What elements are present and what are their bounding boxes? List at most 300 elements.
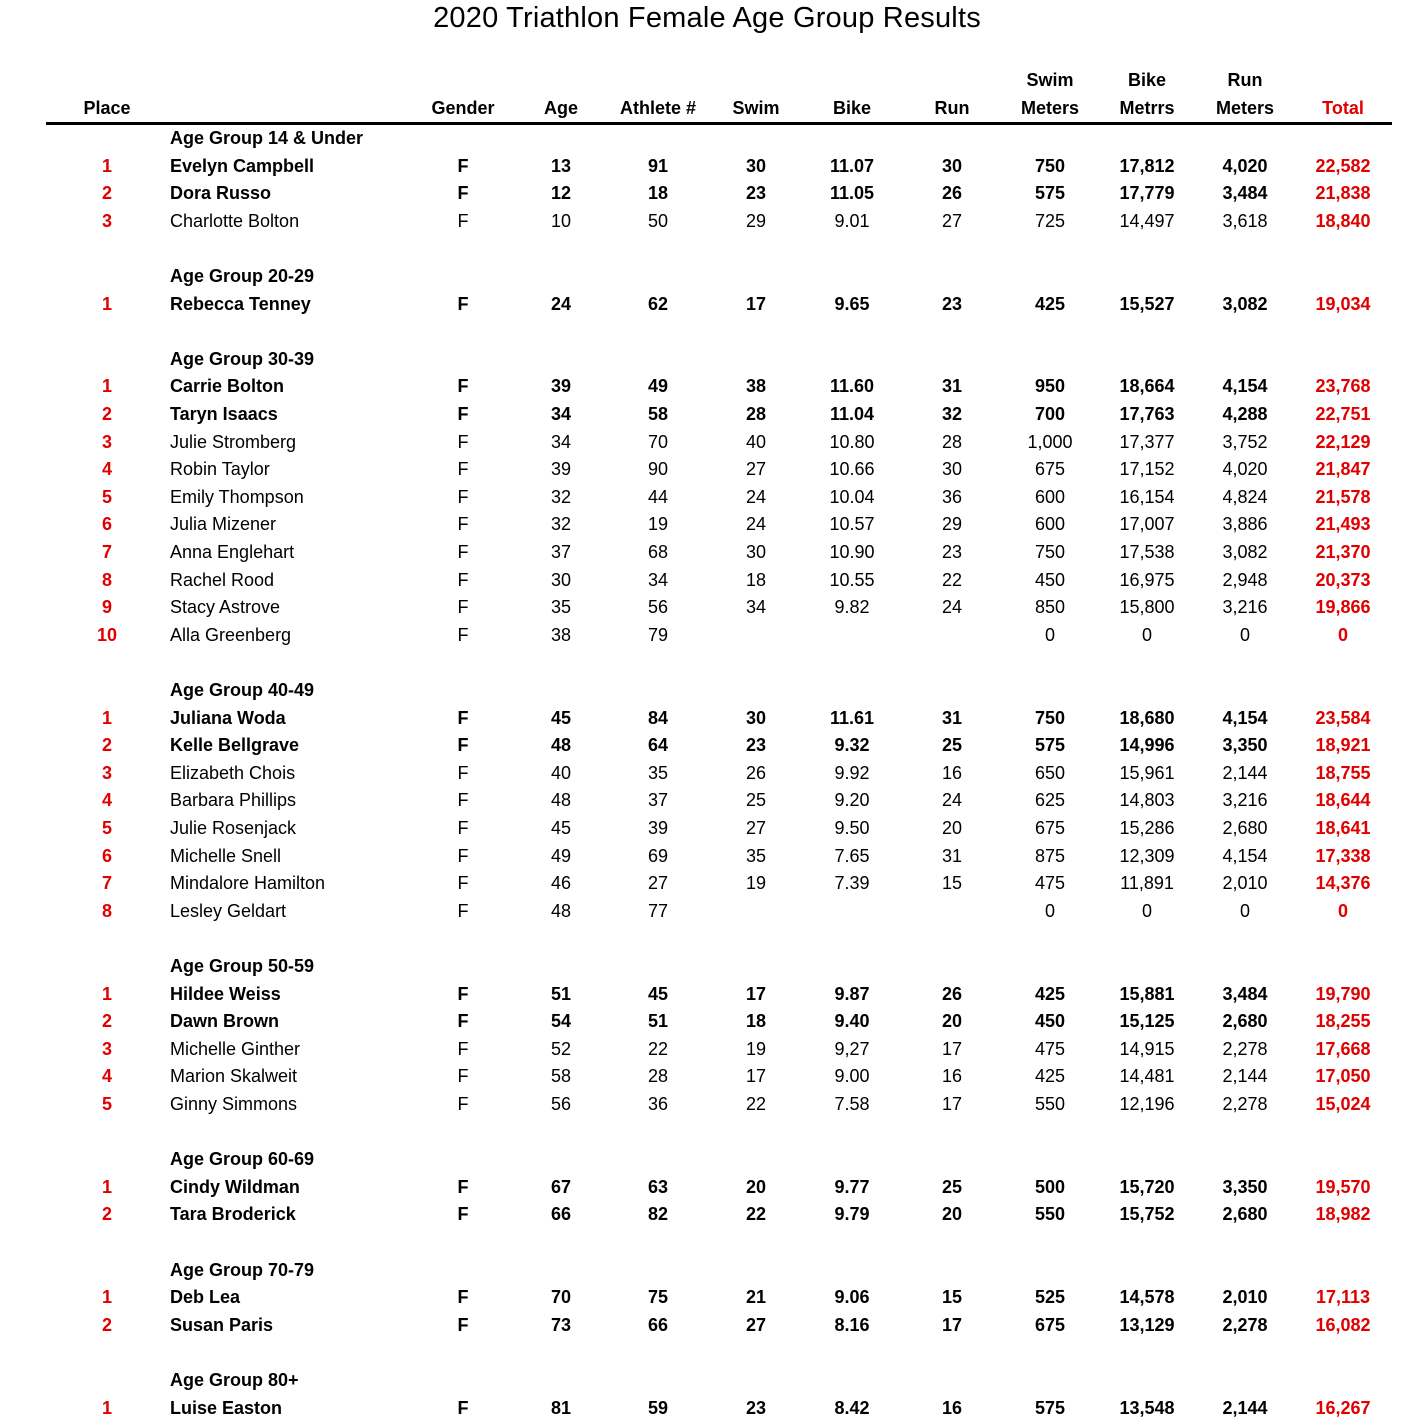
cell-athlete: 90 — [647, 459, 669, 479]
cell-athlete: 63 — [647, 1177, 669, 1197]
cell-athlete: 37 — [647, 790, 669, 810]
cell-place: 3 — [101, 432, 113, 452]
cell-bike-m: 15,800 — [1119, 597, 1175, 617]
cell-run-m: 3,082 — [1222, 294, 1268, 314]
cell-place: 2 — [101, 183, 113, 203]
cell-athlete: 18 — [647, 183, 669, 203]
table-row — [0, 869, 1414, 897]
cell-swim-m: 425 — [1034, 294, 1066, 314]
cell-bike: 8.16 — [834, 1315, 870, 1335]
cell-gender: F — [457, 1204, 469, 1224]
cell-bike-m: 14,803 — [1119, 790, 1175, 810]
table-row — [0, 483, 1414, 511]
cell-gender: F — [457, 1094, 469, 1114]
cell-bike-m: 15,720 — [1119, 1177, 1175, 1197]
cell-total: 22,129 — [1315, 432, 1371, 452]
table-row — [0, 428, 1414, 456]
cell-place: 7 — [101, 873, 113, 893]
cell-bike-m: 16,154 — [1119, 487, 1175, 507]
cell-bike-m: 15,527 — [1119, 294, 1175, 314]
cell-athlete: 45 — [647, 984, 669, 1004]
cell-gender: F — [457, 1039, 469, 1059]
cell-run: 27 — [941, 211, 963, 231]
cell-swim-m: 675 — [1034, 1315, 1066, 1335]
cell-swim: 26 — [745, 763, 767, 783]
cell-swim-m: 550 — [1034, 1204, 1066, 1224]
cell-swim: 35 — [745, 846, 767, 866]
cell-age: 38 — [550, 625, 572, 645]
cell-bike: 7.65 — [834, 846, 870, 866]
cell-bike: 10.57 — [829, 514, 875, 534]
cell-run-m: 3,216 — [1222, 790, 1268, 810]
cell-age: 49 — [550, 846, 572, 866]
cell-swim-m: 550 — [1034, 1094, 1066, 1114]
cell-bike-m: 18,664 — [1119, 376, 1175, 396]
cell-place: 1 — [101, 1177, 113, 1197]
cell-run-m: 4,154 — [1222, 708, 1268, 728]
header-run-m: Meters — [1215, 98, 1275, 118]
group-label: Age Group 40-49 — [170, 680, 315, 700]
cell-gender: F — [457, 790, 469, 810]
cell-bike: 10.90 — [829, 542, 875, 562]
cell-total: 17,338 — [1315, 846, 1371, 866]
athlete-name: Alla Greenberg — [170, 625, 292, 645]
table-row — [0, 897, 1414, 925]
cell-total: 18,982 — [1315, 1204, 1371, 1224]
cell-athlete: 28 — [647, 1066, 669, 1086]
cell-athlete: 77 — [647, 901, 669, 921]
cell-age: 45 — [550, 708, 572, 728]
group-header — [0, 124, 1414, 152]
cell-age: 73 — [550, 1315, 572, 1335]
cell-athlete: 56 — [647, 597, 669, 617]
cell-gender: F — [457, 1177, 469, 1197]
cell-age: 52 — [550, 1039, 572, 1059]
cell-run: 24 — [941, 597, 963, 617]
cell-age: 24 — [550, 294, 572, 314]
athlete-name: Mindalore Hamilton — [170, 873, 326, 893]
cell-swim: 21 — [745, 1287, 767, 1307]
header-run: Run — [934, 98, 970, 118]
athlete-name: Taryn Isaacs — [170, 404, 278, 424]
cell-total: 19,034 — [1315, 294, 1371, 314]
cell-athlete: 75 — [647, 1287, 669, 1307]
table-row — [0, 510, 1414, 538]
cell-run: 16 — [941, 763, 963, 783]
cell-athlete: 44 — [647, 487, 669, 507]
header-place: Place — [83, 98, 131, 118]
cell-run: 15 — [941, 1287, 963, 1307]
cell-run-m: 2,278 — [1222, 1315, 1268, 1335]
cell-swim-m: 0 — [1044, 625, 1056, 645]
table-row — [0, 372, 1414, 400]
cell-place: 8 — [101, 901, 113, 921]
table-row — [0, 1062, 1414, 1090]
cell-swim-m: 650 — [1034, 763, 1066, 783]
header-age: Age — [543, 98, 579, 118]
cell-total: 21,847 — [1315, 459, 1371, 479]
athlete-name: Stacy Astrove — [170, 597, 281, 617]
group-label: Age Group 50-59 — [170, 956, 315, 976]
cell-athlete: 49 — [647, 376, 669, 396]
cell-place: 7 — [101, 542, 113, 562]
group-header — [0, 1145, 1414, 1173]
cell-run: 32 — [941, 404, 963, 424]
cell-run-m: 2,680 — [1222, 818, 1268, 838]
cell-swim-m: 600 — [1034, 514, 1066, 534]
group-label: Age Group 80+ — [170, 1370, 299, 1390]
cell-swim-m: 475 — [1034, 873, 1066, 893]
cell-place: 3 — [101, 763, 113, 783]
cell-place: 5 — [101, 818, 113, 838]
cell-run-m: 4,154 — [1222, 376, 1268, 396]
cell-bike: 9.87 — [834, 984, 870, 1004]
cell-age: 34 — [550, 404, 572, 424]
header-athlete: Athlete # — [619, 98, 697, 118]
cell-bike: 9.65 — [834, 294, 870, 314]
cell-run: 23 — [941, 294, 963, 314]
cell-swim-m: 625 — [1034, 790, 1066, 810]
cell-run: 29 — [941, 514, 963, 534]
cell-bike-m: 15,961 — [1119, 763, 1175, 783]
cell-run: 30 — [941, 459, 963, 479]
cell-bike-m: 15,125 — [1119, 1011, 1175, 1031]
cell-total: 17,113 — [1315, 1287, 1371, 1307]
cell-swim-m: 450 — [1034, 570, 1066, 590]
cell-place: 3 — [101, 211, 113, 231]
cell-run: 28 — [941, 432, 963, 452]
cell-swim: 20 — [745, 1177, 767, 1197]
cell-gender: F — [457, 183, 469, 203]
cell-bike: 9.82 — [834, 597, 870, 617]
cell-run-m: 2,278 — [1222, 1094, 1268, 1114]
cell-place: 6 — [101, 846, 113, 866]
cell-gender: F — [457, 294, 469, 314]
cell-run: 17 — [941, 1315, 963, 1335]
header-swim-m: Swim — [1026, 70, 1074, 90]
athlete-name: Julie Stromberg — [170, 432, 297, 452]
table-row — [0, 842, 1414, 870]
cell-age: 81 — [550, 1398, 572, 1418]
cell-age: 40 — [550, 763, 572, 783]
cell-place: 2 — [101, 404, 113, 424]
athlete-name: Evelyn Campbell — [170, 156, 315, 176]
cell-place: 2 — [101, 1315, 113, 1335]
table-row — [0, 1007, 1414, 1035]
cell-bike: 9.06 — [834, 1287, 870, 1307]
header-gender: Gender — [431, 98, 495, 118]
table-row — [0, 1311, 1414, 1339]
cell-place: 1 — [101, 1398, 113, 1418]
cell-run: 31 — [941, 846, 963, 866]
cell-place: 6 — [101, 514, 113, 534]
cell-age: 39 — [550, 376, 572, 396]
cell-bike: 9.92 — [834, 763, 870, 783]
cell-swim: 17 — [745, 984, 767, 1004]
cell-run-m: 3,350 — [1222, 735, 1268, 755]
cell-bike-m: 17,538 — [1119, 542, 1175, 562]
cell-age: 12 — [550, 183, 572, 203]
cell-bike-m: 15,752 — [1119, 1204, 1175, 1224]
cell-run: 17 — [941, 1094, 963, 1114]
cell-place: 1 — [101, 294, 113, 314]
cell-bike: 11.60 — [829, 376, 875, 396]
cell-bike: 11.07 — [829, 156, 875, 176]
cell-swim-m: 950 — [1034, 376, 1066, 396]
cell-gender: F — [457, 901, 469, 921]
cell-place: 1 — [101, 984, 113, 1004]
cell-place: 4 — [101, 1066, 113, 1086]
athlete-name: Marion Skalweit — [170, 1066, 298, 1086]
cell-swim: 27 — [745, 459, 767, 479]
cell-run-m: 2,278 — [1222, 1039, 1268, 1059]
cell-place: 2 — [101, 1204, 113, 1224]
group-header — [0, 1366, 1414, 1394]
cell-age: 58 — [550, 1066, 572, 1086]
cell-bike-m: 16,975 — [1119, 570, 1175, 590]
cell-swim: 30 — [745, 708, 767, 728]
cell-gender: F — [457, 735, 469, 755]
athlete-name: Cindy Wildman — [170, 1177, 300, 1197]
table-row — [0, 538, 1414, 566]
cell-run-m: 2,144 — [1222, 763, 1268, 783]
cell-bike-m: 13,548 — [1119, 1398, 1175, 1418]
table-row — [0, 704, 1414, 732]
cell-athlete: 91 — [647, 156, 669, 176]
table-row — [0, 731, 1414, 759]
cell-place: 5 — [101, 1094, 113, 1114]
table-row — [0, 1200, 1414, 1228]
cell-run-m: 2,680 — [1222, 1204, 1268, 1224]
athlete-name: Emily Thompson — [170, 487, 304, 507]
cell-swim-m: 425 — [1034, 1066, 1066, 1086]
cell-gender: F — [457, 763, 469, 783]
cell-athlete: 39 — [647, 818, 669, 838]
cell-athlete: 64 — [647, 735, 669, 755]
cell-total: 22,751 — [1315, 404, 1371, 424]
table-row — [0, 290, 1414, 318]
cell-swim: 18 — [745, 570, 767, 590]
cell-athlete: 84 — [647, 708, 669, 728]
cell-age: 35 — [550, 597, 572, 617]
cell-run: 23 — [941, 542, 963, 562]
cell-bike: 10.55 — [829, 570, 875, 590]
cell-bike: 9.20 — [834, 790, 870, 810]
table-row — [0, 1035, 1414, 1063]
cell-bike-m: 12,309 — [1119, 846, 1175, 866]
cell-athlete: 59 — [647, 1398, 669, 1418]
cell-swim: 19 — [745, 1039, 767, 1059]
cell-athlete: 27 — [647, 873, 669, 893]
cell-swim-m: 525 — [1034, 1287, 1066, 1307]
cell-bike: 10.80 — [829, 432, 875, 452]
athlete-name: Luise Easton — [170, 1398, 283, 1418]
cell-run: 16 — [941, 1398, 963, 1418]
cell-gender: F — [457, 708, 469, 728]
group-header — [0, 1256, 1414, 1284]
cell-swim-m: 875 — [1034, 846, 1066, 866]
cell-place: 4 — [101, 790, 113, 810]
cell-total: 22,582 — [1315, 156, 1371, 176]
cell-swim: 25 — [745, 790, 767, 810]
cell-swim-m: 600 — [1034, 487, 1066, 507]
cell-age: 37 — [550, 542, 572, 562]
cell-age: 70 — [550, 1287, 572, 1307]
cell-gender: F — [457, 432, 469, 452]
cell-bike-m: 18,680 — [1119, 708, 1175, 728]
cell-athlete: 22 — [647, 1039, 669, 1059]
cell-swim: 38 — [745, 376, 767, 396]
cell-bike-m: 15,286 — [1119, 818, 1175, 838]
cell-swim: 22 — [745, 1094, 767, 1114]
cell-athlete: 66 — [647, 1315, 669, 1335]
cell-place: 1 — [101, 376, 113, 396]
group-header — [0, 676, 1414, 704]
cell-total: 18,644 — [1315, 790, 1371, 810]
cell-gender: F — [457, 873, 469, 893]
cell-place: 5 — [101, 487, 113, 507]
cell-age: 30 — [550, 570, 572, 590]
athlete-name: Carrie Bolton — [170, 376, 285, 396]
cell-bike-m: 17,152 — [1119, 459, 1175, 479]
athlete-name: Robin Taylor — [170, 459, 270, 479]
cell-age: 10 — [550, 211, 572, 231]
cell-total: 0 — [1337, 901, 1349, 921]
cell-bike-m: 0 — [1141, 625, 1153, 645]
table-row — [0, 814, 1414, 842]
table-row — [0, 1173, 1414, 1201]
cell-bike: 9.00 — [834, 1066, 870, 1086]
cell-gender: F — [457, 1315, 469, 1335]
cell-bike-m: 17,377 — [1119, 432, 1175, 452]
cell-total: 18,641 — [1315, 818, 1371, 838]
cell-swim-m: 700 — [1034, 404, 1066, 424]
cell-gender: F — [457, 404, 469, 424]
table-row — [0, 179, 1414, 207]
cell-swim-m: 675 — [1034, 459, 1066, 479]
cell-swim: 40 — [745, 432, 767, 452]
cell-age: 48 — [550, 901, 572, 921]
header-total: Total — [1322, 98, 1364, 118]
cell-place: 2 — [101, 1011, 113, 1031]
cell-total: 16,082 — [1315, 1315, 1371, 1335]
cell-age: 32 — [550, 487, 572, 507]
cell-bike-m: 11,891 — [1120, 873, 1174, 893]
cell-bike: 9,27 — [834, 1039, 870, 1059]
table-row — [0, 786, 1414, 814]
cell-age: 48 — [550, 790, 572, 810]
cell-total: 21,578 — [1315, 487, 1371, 507]
cell-athlete: 51 — [647, 1011, 669, 1031]
cell-run-m: 2,144 — [1222, 1066, 1268, 1086]
athlete-name: Julie Rosenjack — [170, 818, 297, 838]
cell-bike: 9.32 — [834, 735, 870, 755]
cell-run-m: 2,010 — [1222, 1287, 1268, 1307]
cell-athlete: 34 — [647, 570, 669, 590]
cell-athlete: 35 — [647, 763, 669, 783]
cell-swim-m: 450 — [1034, 1011, 1066, 1031]
cell-total: 16,267 — [1315, 1398, 1371, 1418]
cell-run-m: 2,680 — [1222, 1011, 1268, 1031]
cell-swim: 34 — [745, 597, 767, 617]
cell-run: 31 — [941, 708, 963, 728]
cell-total: 23,768 — [1315, 376, 1371, 396]
cell-bike: 9.50 — [834, 818, 870, 838]
cell-swim-m: 575 — [1034, 183, 1066, 203]
cell-total: 21,838 — [1315, 183, 1371, 203]
cell-gender: F — [457, 1287, 469, 1307]
athlete-name: Deb Lea — [170, 1287, 241, 1307]
cell-run-m: 2,010 — [1222, 873, 1268, 893]
cell-total: 15,024 — [1315, 1094, 1371, 1114]
cell-run-m: 3,484 — [1222, 984, 1268, 1004]
cell-bike-m: 15,881 — [1119, 984, 1175, 1004]
cell-swim: 17 — [745, 1066, 767, 1086]
cell-gender: F — [457, 211, 469, 231]
cell-swim: 23 — [745, 183, 767, 203]
cell-swim: 29 — [745, 211, 767, 231]
cell-gender: F — [457, 597, 469, 617]
cell-place: 1 — [101, 708, 113, 728]
table-row — [0, 207, 1414, 235]
cell-age: 39 — [550, 459, 572, 479]
cell-run-m: 3,618 — [1222, 211, 1268, 231]
cell-bike: 11.61 — [829, 708, 875, 728]
cell-bike-m: 17,763 — [1119, 404, 1175, 424]
cell-total: 14,376 — [1315, 873, 1371, 893]
cell-swim: 30 — [745, 156, 767, 176]
cell-place: 10 — [96, 625, 118, 645]
cell-total: 23,584 — [1315, 708, 1371, 728]
table-row — [0, 400, 1414, 428]
cell-swim-m: 500 — [1034, 1177, 1066, 1197]
page-title: 2020 Triathlon Female Age Group Results — [433, 2, 981, 34]
athlete-name: Juliana Woda — [170, 708, 286, 728]
cell-age: 56 — [550, 1094, 572, 1114]
cell-run: 22 — [941, 570, 963, 590]
table-row — [0, 152, 1414, 180]
header-run-m: Run — [1227, 70, 1263, 90]
cell-total: 17,050 — [1315, 1066, 1371, 1086]
cell-athlete: 79 — [647, 625, 669, 645]
athlete-name: Elizabeth Chois — [170, 763, 296, 783]
table-row — [0, 455, 1414, 483]
cell-place: 8 — [101, 570, 113, 590]
header-bike-m: Bike — [1127, 70, 1167, 90]
athlete-name: Barbara Phillips — [170, 790, 297, 810]
cell-bike: 11.05 — [829, 183, 875, 203]
cell-swim-m: 750 — [1034, 156, 1066, 176]
group-label: Age Group 20-29 — [170, 266, 315, 286]
cell-swim: 18 — [745, 1011, 767, 1031]
cell-run: 26 — [941, 183, 963, 203]
cell-bike: 9.01 — [834, 211, 870, 231]
athlete-name: Dora Russo — [170, 183, 272, 203]
cell-age: 66 — [550, 1204, 572, 1224]
cell-run-m: 4,020 — [1222, 156, 1268, 176]
cell-run: 25 — [941, 735, 963, 755]
cell-bike-m: 13,129 — [1119, 1315, 1175, 1335]
cell-bike-m: 17,812 — [1119, 156, 1175, 176]
group-label: Age Group 60-69 — [170, 1149, 315, 1169]
cell-run: 36 — [941, 487, 963, 507]
athlete-name: Kelle Bellgrave — [170, 735, 300, 755]
cell-gender: F — [457, 846, 469, 866]
cell-swim-m: 750 — [1034, 708, 1066, 728]
cell-athlete: 68 — [647, 542, 669, 562]
cell-run-m: 3,350 — [1222, 1177, 1268, 1197]
cell-total: 18,840 — [1315, 211, 1371, 231]
